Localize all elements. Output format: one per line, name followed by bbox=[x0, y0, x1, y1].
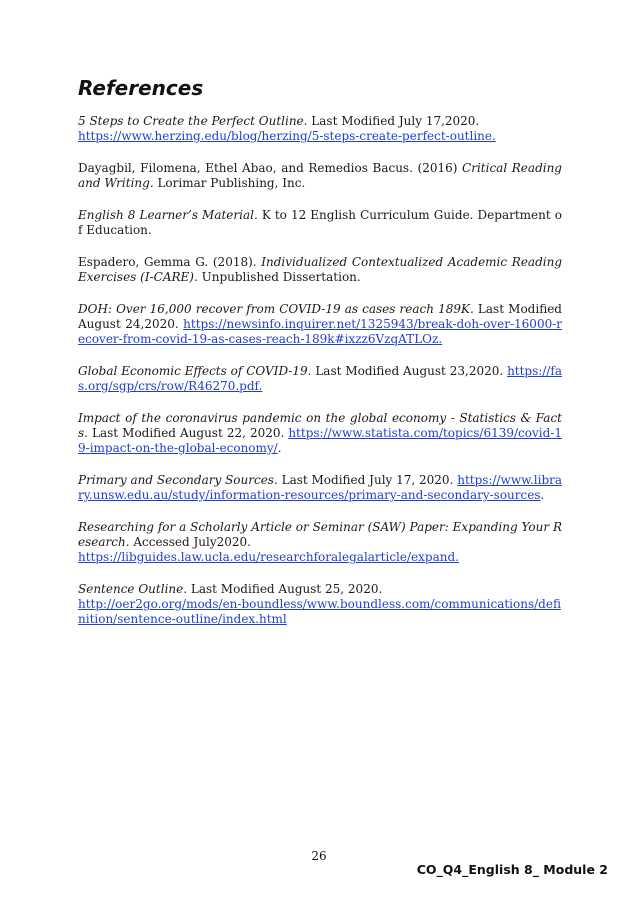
reference-authors: Dayagbil, Filomena, Ethel Abao, and Remedios Bacus. (2016) bbox=[78, 161, 463, 175]
reference-2 bbox=[78, 161, 562, 191]
reference-9 bbox=[78, 520, 562, 565]
reference-title: Impact of the coronavirus pandemic on the global economy - Statistics & Facts. bbox=[78, 411, 562, 440]
reference-link[interactable]: https://www.herzing.edu/blog/herzing/5-steps-create-perfect-outline. bbox=[78, 129, 496, 143]
reference-title: Primary and Secondary Sources. bbox=[78, 473, 278, 487]
reference-link[interactable]: https://www.library.unsw.edu.au/study/information-resources/primary-and-secondary-sources bbox=[78, 473, 563, 502]
reference-5 bbox=[78, 302, 562, 347]
reference-title: Global Economic Effects of COVID-19. bbox=[78, 364, 312, 378]
reference-8 bbox=[78, 473, 562, 503]
reference-authors: Espadero, Gemma G. (2018). bbox=[78, 255, 262, 269]
reference-link[interactable]: https://libguides.law.ucla.edu/researchforalegalarticle/expand. bbox=[78, 550, 459, 564]
reference-details: Last Modified August 24,2020. bbox=[78, 302, 562, 331]
reference-link[interactable]: http://oer2go.org/mods/en-boundless/www.boundless.com/communications/definition/sentence-outline/index.html bbox=[78, 597, 561, 626]
reference-title: English 8 Learner’s Material. bbox=[78, 208, 258, 222]
reference-details: Last Modified July 17, 2020. bbox=[277, 473, 458, 487]
reference-details: Lorimar Publishing, Inc. bbox=[153, 176, 306, 190]
reference-title: Critical Reading and Writing. bbox=[78, 161, 562, 190]
reference-link[interactable]: https://fas.org/sgp/crs/row/R46270.pdf. bbox=[78, 364, 562, 393]
reference-4 bbox=[78, 255, 562, 285]
reference-details: K to 12 English Curriculum Guide. Department of Education. bbox=[78, 208, 562, 237]
references-list bbox=[78, 114, 562, 644]
reference-7 bbox=[78, 411, 562, 456]
reference-6 bbox=[78, 364, 562, 394]
reference-1 bbox=[78, 114, 562, 144]
reference-3 bbox=[78, 208, 562, 238]
reference-title: 5 Steps to Create the Perfect Outline. bbox=[78, 114, 308, 128]
reference-10 bbox=[78, 582, 562, 627]
page-number: 26 bbox=[311, 849, 327, 863]
reference-details: Last Modified August 23,2020. bbox=[311, 364, 508, 378]
reference-link[interactable]: https://newsinfo.inquirer.net/1325943/break-doh-over-16000-recover-from-covid-19-as-cases-reach-189k#ixzz6VzqATLOz. bbox=[78, 317, 562, 346]
reference-link[interactable]: https://www.statista.com/topics/6139/covid-19-impact-on-the-global-economy/ bbox=[78, 426, 562, 455]
reference-title: Researching for a Scholarly Article or Seminar (SAW) Paper: Expanding Your Research. bbox=[78, 520, 562, 549]
reference-title: DOH: Over 16,000 recover from COVID-19 as cases reach 189K. bbox=[78, 302, 474, 316]
reference-title: Sentence Outline. bbox=[78, 582, 188, 596]
reference-tail: . bbox=[277, 441, 282, 455]
module-label: CO_Q4_English 8_ Module 2 bbox=[416, 862, 608, 877]
reference-tail: . bbox=[540, 488, 545, 502]
reference-title: Individualized Contextualized Academic Reading Exercises (I-CARE). bbox=[78, 255, 562, 284]
reference-details: Accessed July2020. bbox=[129, 535, 251, 549]
reference-details: Last Modified August 22, 2020. bbox=[87, 426, 289, 440]
page-title: References bbox=[78, 76, 204, 100]
reference-details: Last Modified August 25, 2020. bbox=[187, 582, 383, 596]
reference-details: Last Modified July 17,2020. bbox=[307, 114, 480, 128]
reference-details: Unpublished Dissertation. bbox=[197, 270, 361, 284]
